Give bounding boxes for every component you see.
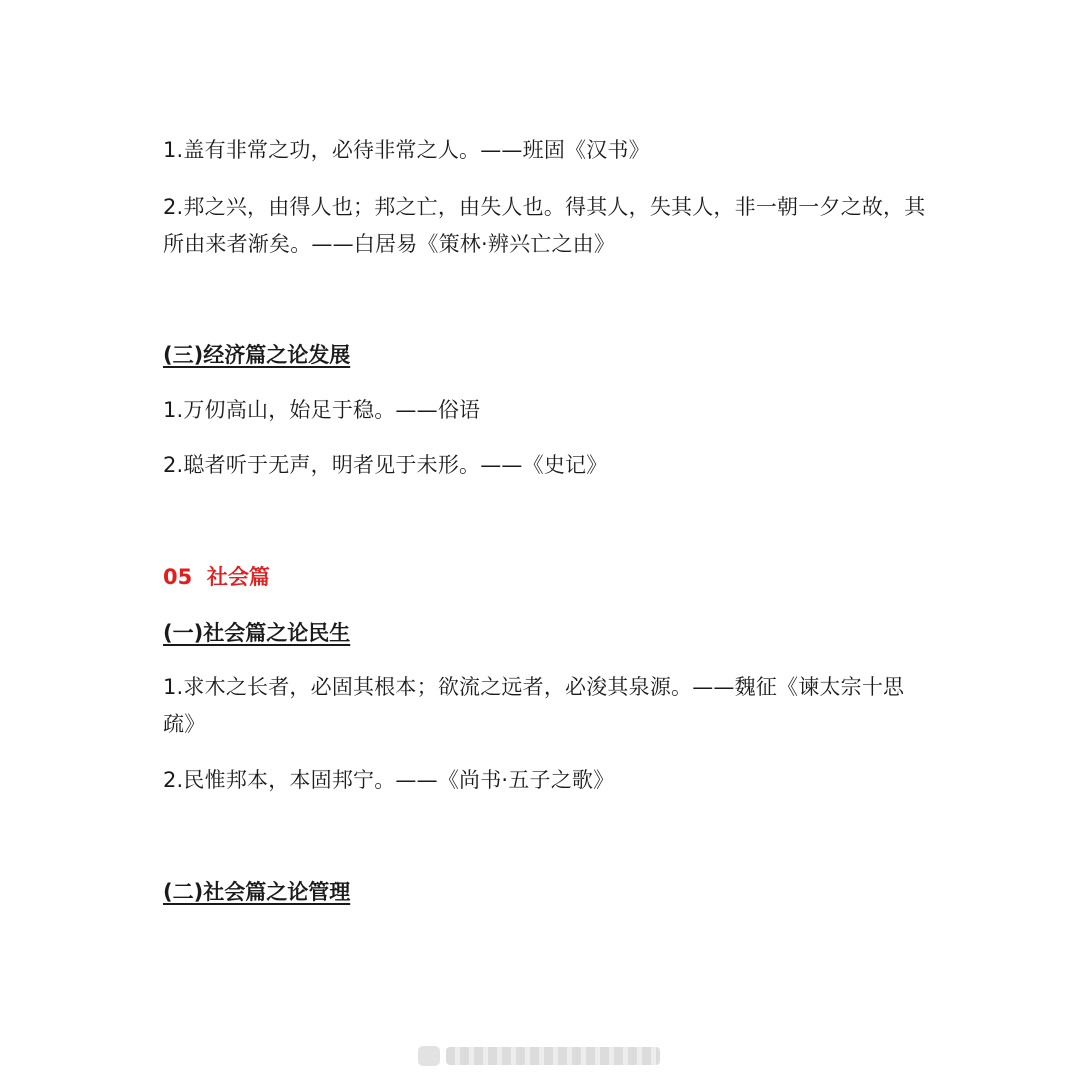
subsection-heading-livelihood: (一)社会篇之论民生 bbox=[163, 621, 351, 645]
quote-paragraph: 1.求木之长者，必固其根本；欲流之远者，必浚其泉源。——魏征《谏太宗十思疏》 bbox=[163, 675, 905, 736]
quote-paragraph: 1.万仞高山，始足于稳。——俗语 bbox=[163, 398, 481, 422]
watermark bbox=[418, 1043, 660, 1069]
quote-paragraph: 2.邦之兴，由得人也；邦之亡，由失人也。得其人，失其人，非一朝一夕之故，其所由来者渐矣。——白居易《策林·辨兴亡之由》 bbox=[163, 195, 926, 256]
quote-paragraph: 2.聪者听于无声，明者见于未形。——《史记》 bbox=[163, 453, 608, 477]
quote-paragraph: 1.盖有非常之功，必待非常之人。——班固《汉书》 bbox=[163, 138, 650, 162]
subsection-heading-economy: (三)经济篇之论发展 bbox=[163, 343, 351, 367]
watermark-logo-icon bbox=[418, 1046, 440, 1066]
section-title-society: 05 社会篇 bbox=[163, 565, 270, 589]
quote-paragraph: 2.民惟邦本，本固邦宁。——《尚书·五子之歌》 bbox=[163, 768, 615, 792]
watermark-blurred-text bbox=[446, 1047, 660, 1065]
subsection-heading-management: (二)社会篇之论管理 bbox=[163, 880, 351, 904]
